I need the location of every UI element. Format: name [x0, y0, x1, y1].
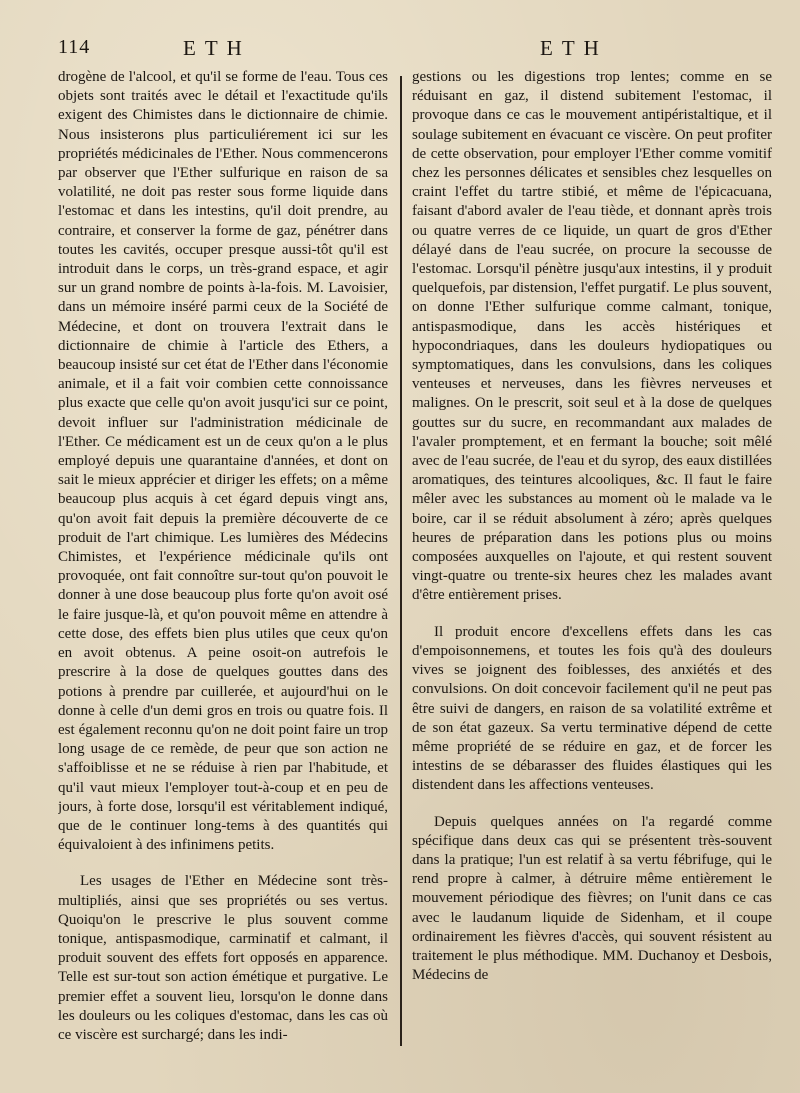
- left-paragraph-1: drogène de l'alcool, et qu'il se forme de l'eau. Tous ces objets sont traités avec le détail et l'exactitude qu'ils exigent des Chimistes dans le dictionnaire de chimie. Nous insisterons plus particuliérement ici sur les propriétés médicinales de l'Ether. Nous commencerons par observer que l'Ether sulfurique en raison de sa volatilité, ne doit pas rester sous forme liquide dans l'estomac et dans les intestins, qu'il doit prendre, au contraire, et conserver la forme de gaz, pénétrer dans toutes les cavités, occuper presque aussi-tôt qu'il est introduit dans le corps, un très-grand espace, et agir sur un grand nombre de points à-la-fois. M. Lavoisier, dans un mémoire inséré parmi ceux de la Société de Médecine, et dont on trouvera l'extrait dans le dictionnaire de chimie à l'article des Ethers, a beaucoup insisté sur cet état de l'Ether dans l'économie animale, et il a fait voir combien cette connoissance plus exacte que celle qu'on avoit jusqu'ici sur ce point, devoit influer sur l'administration médicinale de l'Ether. Ce médicament est un de ceux qu'on a le plus employé depuis une quarantaine d'années, et dont on sait le mieux apprécier et diriger les effets; on a même beaucoup plus acquis à cet égard depuis vingt ans, qu'on avoit fait depuis la première découverte de ce produit de l'art chimique. Les lumières des Médecins Chimistes, et l'expérience médicinale qu'ils ont provoquée, ont fait connoître sur-tout qu'on pouvoit le donner à une dose beaucoup plus forte qu'on avoit osé le faire jusque-là, et qu'on pouvoit même en attendre à cette dose, des effets bien plus utiles que ceux qu'on en avoit obtenus. A peine osoit-on autrefois le prescrire à la dose de quelques gouttes dans des potions à prendre par cuillerée, et aujourd'hui on le donne à celle d'un demi gros en trois ou quatre fois. Il est également reconnu qu'on ne doit point faire un trop long usage de ce remède, de peur que son action ne s'affoiblisse et ne se réduise à rien par l'habitude, et qu'il vaut mieux l'employer tout-à-coup et en peu de jours, à forte dose, lorsqu'il est véritablement indiqué, que de le continuer long-tems à des quantités qui équivaloient à des infinimens petits.: [58, 69, 388, 854]
- running-header: [0, 36, 800, 64]
- right-paragraph-1: gestions ou les digestions trop lentes; comme en se réduisant en gaz, il distend subitement l'estomac, il provoque dans ce cas le mouvement antipéristaltique, et il soulage subitement en évacuant ce viscère. On peut profiter de cette observation, pour employer l'Ether comme vomitif chez les personnes délicates et sensibles chez lesquelles on craint l'effet du tartre stibié, et même de l'épicacuana, faisant d'abord avaler de l'eau tiède, et donnant après trois ou quatre verres de ce liquide, un quart de gros d'Ether délayé dans de l'eau sucrée, on procure la secousse de l'estomac. Lorsqu'il pénètre jusqu'aux intestins, il y produit quelquefois, par distension, l'effet purgatif. Le plus souvent, on donne l'Ether sulfurique comme calmant, tonique, antispasmodique, dans les accès histériques et hypocondriaques, dans les douleurs hydiopatiques ou symptomatiques, dans les convulsions, dans les coliques venteuses et nerveuses, dans les fièvres nerveuses et malignes. On le prescrit, soit seul et à la dose de quelques gouttes sur du sucre, en recommandant aux malades de l'avaler promptement, et en fermant la bouche; soit mêlé avec de l'eau sucrée, de l'eau et du syrop, des eaux distillées aromatiques, des teintures alcooliques, &c. Il faut le faire mêler avec les substances au moment où le malade va le boire, car il se réduit absolument à zéro; après quelques heures de préparation dans les potions plus ou moins composées auxquelles on l'ajoute, et qui restent souvent vingt-quatre ou trente-six heures chez les malades avant d'être entièrement prises.: [412, 69, 772, 604]
- running-title-left: ETH: [183, 36, 251, 60]
- left-text-column: [58, 68, 388, 1058]
- column-divider: [400, 76, 402, 1046]
- left-paragraph-2: Les usages de l'Ether en Médecine sont très-multipliés, ainsi que ses propriétés ou ses vertus. Quoiqu'on le prescrive le plus souvent comme tonique, antispasmodique, carminatif et calmant, il produit souvent des effets fort opposés en apparence. Telle est sur-tout son action émétique et purgative. Le premier effet a souvent lieu, lorsqu'on le donne dans les douleurs ou les coliques d'estomac, dans les cas où ce viscère est surchargé; dans les indi-: [58, 873, 388, 1043]
- right-text-column: [412, 68, 772, 1058]
- running-title-right: ETH: [540, 36, 608, 60]
- right-paragraph-3: Depuis quelques années on l'a regardé comme spécifique dans deux cas qui se présentent très-souvent dans la pratique; l'un est relatif à sa vertu fébrifuge, qui le rend propre à calmer, à détruire même entièrement le mouvement périodique des fièvres; on l'unit dans ce cas avec le laudanum liquide de Sidenham, et il coupe ordinairement les fièvres d'accès, qui souvent résistent au traitement le plus méthodique. MM. Duchanoy et Desbois, Médecins de: [412, 813, 772, 984]
- right-paragraph-2: Il produit encore d'excellens effets dans les cas d'empoisonnemens, et toutes les fois qu'à des douleurs vives se joignent des foiblesses, des anxiétés et des convulsions. On doit concevoir facilement qu'il ne peut pas être suivi de dangers, en raison de sa volatilité extrême et de son état gazeux. Sa vertu terminative dépend de cette même propriété de se réduire en gaz, et de forcer les intestins de se débarasser des fluides élastiques qui les distendent dans les affections venteuses.: [412, 623, 772, 794]
- page-number: 114: [58, 36, 91, 58]
